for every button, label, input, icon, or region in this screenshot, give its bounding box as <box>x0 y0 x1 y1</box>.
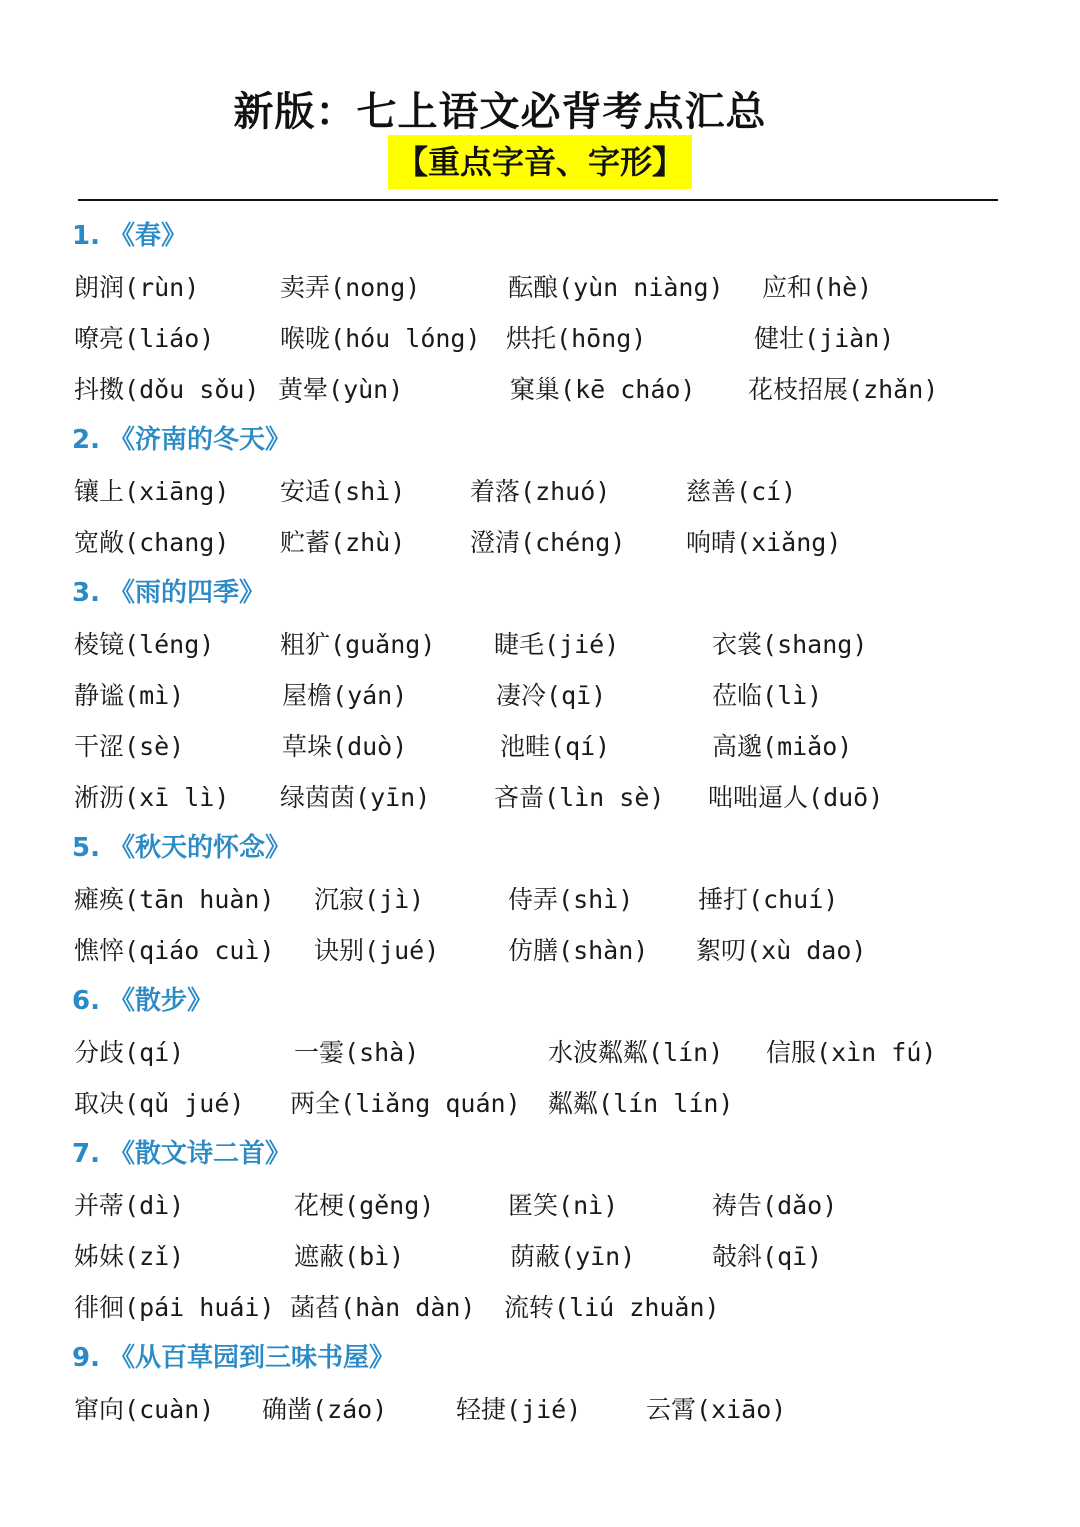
vocab-item <box>290 1079 521 1129</box>
vocab-item <box>508 926 648 976</box>
vocab-item <box>698 875 838 925</box>
vocab-word: 凄冷 <box>496 681 547 710</box>
vocab-pinyin: (zǐ) <box>124 1242 185 1271</box>
vocab-item <box>278 365 403 415</box>
vocab-word: 宽敞 <box>74 528 125 557</box>
vocab-word: 信服 <box>766 1038 817 1067</box>
vocab-row <box>72 518 1032 569</box>
vocab-item <box>494 773 664 823</box>
vocab-item <box>282 722 407 772</box>
vocab-word: 烘托 <box>506 324 557 353</box>
vocab-word: 攲斜 <box>712 1242 763 1271</box>
vocab-item <box>280 620 435 670</box>
vocab-item <box>262 1385 387 1435</box>
vocab-word: 黄晕 <box>278 375 329 404</box>
vocab-word: 分歧 <box>74 1038 125 1067</box>
vocab-item <box>748 365 938 415</box>
vocab-word: 絮叨 <box>696 936 747 965</box>
section-title: 9. 《从百草园到三味书屋》 <box>72 1343 396 1373</box>
vocab-word: 贮蓄 <box>280 528 331 557</box>
vocab-item <box>290 1283 475 1333</box>
vocab-item <box>712 722 852 772</box>
vocab-item <box>696 926 866 976</box>
vocab-row <box>72 1079 1032 1130</box>
vocab-word: 吝啬 <box>494 783 545 812</box>
vocab-row <box>72 263 1032 314</box>
vocab-row <box>72 1283 1032 1334</box>
vocab-row <box>72 467 1032 518</box>
vocab-item <box>74 1283 275 1333</box>
vocab-pinyin: (sè) <box>124 732 185 761</box>
vocab-pinyin: (hàn dàn) <box>340 1293 476 1322</box>
vocab-word: 抖擞 <box>74 375 125 404</box>
vocab-list <box>72 212 1032 1436</box>
vocab-pinyin: (zhuó) <box>520 477 611 506</box>
vocab-word: 沉寂 <box>314 885 365 914</box>
vocab-item <box>712 671 822 721</box>
vocab-word: 慈善 <box>686 477 737 506</box>
vocab-item <box>74 1232 184 1282</box>
vocab-word: 咄咄逼人 <box>708 783 809 812</box>
vocab-item <box>294 1232 404 1282</box>
vocab-pinyin: (shang) <box>762 630 868 659</box>
vocab-word: 镶上 <box>74 477 125 506</box>
vocab-item <box>712 620 867 670</box>
vocab-pinyin: (shì) <box>330 477 406 506</box>
vocab-pinyin: (lín) <box>648 1038 724 1067</box>
vocab-word: 并蒂 <box>74 1191 125 1220</box>
subtitle-wrap <box>0 135 1080 189</box>
vocab-word: 诀别 <box>314 936 365 965</box>
vocab-item <box>74 314 214 364</box>
vocab-pinyin: (yīn) <box>560 1242 636 1271</box>
section-title: 7. 《散文诗二首》 <box>72 1139 292 1169</box>
vocab-item <box>74 1079 244 1129</box>
vocab-item <box>294 1181 434 1231</box>
vocab-item <box>508 1181 618 1231</box>
vocab-pinyin: (liú zhuǎn) <box>554 1293 720 1322</box>
vocab-pinyin: (qí) <box>550 732 611 761</box>
vocab-item <box>686 518 841 568</box>
vocab-word: 花梗 <box>294 1191 345 1220</box>
vocab-row <box>72 1181 1032 1232</box>
vocab-row <box>72 365 1032 416</box>
vocab-word: 流转 <box>504 1293 555 1322</box>
vocab-item <box>646 1385 786 1435</box>
vocab-word: 窠巢 <box>510 375 561 404</box>
vocab-item <box>708 773 883 823</box>
vocab-word: 嘹亮 <box>74 324 125 353</box>
vocab-pinyin: (qī) <box>546 681 607 710</box>
vocab-item <box>280 314 481 364</box>
vocab-pinyin: (lìn sè) <box>544 783 665 812</box>
vocab-item <box>686 467 796 517</box>
vocab-pinyin: (xiāo) <box>696 1395 787 1424</box>
page-title: 新版：七上语文必背考点汇总 <box>233 89 767 135</box>
vocab-pinyin: (qí) <box>124 1038 185 1067</box>
vocab-row <box>72 926 1032 977</box>
vocab-item <box>74 773 229 823</box>
vocab-item <box>506 314 646 364</box>
vocab-pinyin: (dǎo) <box>762 1191 838 1220</box>
vocab-pinyin: (shà) <box>344 1038 420 1067</box>
vocab-item <box>74 1385 214 1435</box>
vocab-word: 两全 <box>290 1089 341 1118</box>
vocab-word: 卖弄 <box>280 273 331 302</box>
vocab-pinyin: (tān huàn) <box>124 885 275 914</box>
vocab-item <box>314 926 439 976</box>
vocab-word: 侍弄 <box>508 885 559 914</box>
vocab-item <box>470 518 625 568</box>
vocab-word: 澄清 <box>470 528 521 557</box>
vocab-item <box>548 1079 733 1129</box>
vocab-word: 窜向 <box>74 1395 125 1424</box>
vocab-pinyin: (yīn) <box>355 783 431 812</box>
vocab-pinyin: (yùn) <box>328 375 404 404</box>
vocab-pinyin: (chang) <box>124 528 230 557</box>
section-title: 2. 《济南的冬天》 <box>72 425 292 455</box>
vocab-pinyin: (xìn fú) <box>816 1038 937 1067</box>
vocab-pinyin: (jué) <box>364 936 440 965</box>
vocab-word: 花枝招展 <box>748 375 849 404</box>
vocab-row <box>72 314 1032 365</box>
vocab-row <box>72 773 1032 824</box>
vocab-item <box>510 1232 635 1282</box>
vocab-word: 云霄 <box>646 1395 697 1424</box>
vocab-word: 屋檐 <box>282 681 333 710</box>
title-divider <box>78 199 998 201</box>
vocab-pinyin: (miǎo) <box>762 732 853 761</box>
vocab-word: 应和 <box>762 273 813 302</box>
vocab-item <box>280 518 405 568</box>
vocab-item <box>74 671 184 721</box>
vocab-item <box>74 263 199 313</box>
vocab-item <box>470 467 610 517</box>
vocab-word: 匿笑 <box>508 1191 559 1220</box>
vocab-item <box>712 1181 837 1231</box>
vocab-item <box>74 926 275 976</box>
vocab-word: 池畦 <box>500 732 551 761</box>
vocab-pinyin: (liǎng quán) <box>340 1089 521 1118</box>
vocab-pinyin: (nong) <box>330 273 421 302</box>
vocab-pinyin: (shì) <box>558 885 634 914</box>
vocab-item <box>508 263 724 313</box>
vocab-word: 衣裳 <box>712 630 763 659</box>
vocab-word: 姊妹 <box>74 1242 125 1271</box>
vocab-pinyin: (qī) <box>762 1242 823 1271</box>
vocab-pinyin: (léng) <box>124 630 215 659</box>
vocab-row <box>72 722 1032 773</box>
vocab-pinyin: (duō) <box>808 783 884 812</box>
vocab-pinyin: (dì) <box>124 1191 185 1220</box>
vocab-word: 安适 <box>280 477 331 506</box>
vocab-word: 憔悴 <box>74 936 125 965</box>
vocab-word: 祷告 <box>712 1191 763 1220</box>
vocab-word: 高邈 <box>712 732 763 761</box>
vocab-word: 粗犷 <box>280 630 331 659</box>
vocab-item <box>74 1028 184 1078</box>
vocab-item <box>762 263 872 313</box>
vocab-word: 遮蔽 <box>294 1242 345 1271</box>
vocab-item <box>754 314 894 364</box>
vocab-row <box>72 875 1032 926</box>
vocab-word: 轻捷 <box>456 1395 507 1424</box>
vocab-pinyin: (yùn niàng) <box>558 273 724 302</box>
vocab-pinyin: (hè) <box>812 273 873 302</box>
vocab-pinyin: (chuí) <box>748 885 839 914</box>
vocab-item <box>494 620 619 670</box>
page-subtitle: 【重点字音、字形】 <box>388 135 692 189</box>
vocab-word: 确凿 <box>262 1395 313 1424</box>
vocab-row <box>72 1028 1032 1079</box>
vocab-word: 健壮 <box>754 324 805 353</box>
vocab-pinyin: (xù dao) <box>746 936 867 965</box>
vocab-word: 淅沥 <box>74 783 125 812</box>
vocab-word: 睫毛 <box>494 630 545 659</box>
vocab-item <box>294 1028 419 1078</box>
vocab-pinyin: (dǒu sǒu) <box>124 375 260 404</box>
section-title: 6. 《散步》 <box>72 986 214 1016</box>
vocab-item <box>766 1028 936 1078</box>
vocab-item <box>74 518 229 568</box>
vocab-item <box>74 620 214 670</box>
vocab-item <box>74 722 184 772</box>
section-title: 1. 《春》 <box>72 221 188 251</box>
vocab-item <box>280 263 420 313</box>
vocab-item <box>282 671 407 721</box>
vocab-item <box>74 467 229 517</box>
vocab-pinyin: (xiāng) <box>124 477 230 506</box>
vocab-row <box>72 620 1032 671</box>
vocab-pinyin: (mì) <box>124 681 185 710</box>
vocab-pinyin: (guǎng) <box>330 630 436 659</box>
vocab-pinyin: (jì) <box>364 885 425 914</box>
vocab-word: 一霎 <box>294 1038 345 1067</box>
vocab-word: 取决 <box>74 1089 125 1118</box>
vocab-pinyin: (chéng) <box>520 528 626 557</box>
vocab-pinyin: (lín lín) <box>598 1089 734 1118</box>
vocab-pinyin: (yán) <box>332 681 408 710</box>
vocab-word: 喉咙 <box>280 324 331 353</box>
vocab-word: 静谧 <box>74 681 125 710</box>
vocab-word: 棱镜 <box>74 630 125 659</box>
vocab-word: 粼粼 <box>548 1089 599 1118</box>
vocab-item <box>74 1181 184 1231</box>
vocab-word: 响晴 <box>686 528 737 557</box>
vocab-word: 菡萏 <box>290 1293 341 1322</box>
vocab-pinyin: (qǔ jué) <box>124 1089 245 1118</box>
vocab-item <box>504 1283 720 1333</box>
vocab-pinyin: (zhǎn) <box>848 375 939 404</box>
vocab-word: 朗润 <box>74 273 125 302</box>
vocab-pinyin: (rùn) <box>124 273 200 302</box>
vocab-pinyin: (gěng) <box>344 1191 435 1220</box>
vocab-item <box>712 1232 822 1282</box>
vocab-word: 仿膳 <box>508 936 559 965</box>
vocab-word: 着落 <box>470 477 521 506</box>
vocab-pinyin: (kē cháo) <box>560 375 696 404</box>
vocab-pinyin: (hóu lóng) <box>330 324 481 353</box>
vocab-row <box>72 1385 1032 1436</box>
vocab-pinyin: (zhù) <box>330 528 406 557</box>
vocab-pinyin: (xiǎng) <box>736 528 842 557</box>
vocab-pinyin: (pái huái) <box>124 1293 275 1322</box>
vocab-item <box>280 467 405 517</box>
vocab-row <box>72 1232 1032 1283</box>
vocab-item <box>548 1028 723 1078</box>
vocab-pinyin: (cuàn) <box>124 1395 215 1424</box>
vocab-item <box>314 875 424 925</box>
vocab-pinyin: (liáo) <box>124 324 215 353</box>
vocab-pinyin: (duò) <box>332 732 408 761</box>
vocab-item <box>496 671 606 721</box>
vocab-pinyin: (cí) <box>736 477 797 506</box>
vocab-word: 捶打 <box>698 885 749 914</box>
vocab-pinyin: (qiáo cuì) <box>124 936 275 965</box>
section-title: 5. 《秋天的怀念》 <box>72 833 292 863</box>
vocab-word: 荫蔽 <box>510 1242 561 1271</box>
vocab-pinyin: (bì) <box>344 1242 405 1271</box>
section-title: 3. 《雨的四季》 <box>72 578 266 608</box>
vocab-word: 徘徊 <box>74 1293 125 1322</box>
vocab-pinyin: (shàn) <box>558 936 649 965</box>
vocab-pinyin: (lì) <box>762 681 823 710</box>
vocab-item <box>74 875 275 925</box>
vocab-item <box>500 722 610 772</box>
vocab-row <box>72 671 1032 722</box>
vocab-pinyin: (xī lì) <box>124 783 230 812</box>
vocab-item <box>74 365 259 415</box>
vocab-word: 草垛 <box>282 732 333 761</box>
vocab-pinyin: (nì) <box>558 1191 619 1220</box>
vocab-item <box>510 365 695 415</box>
vocab-word: 干涩 <box>74 732 125 761</box>
vocab-word: 瘫痪 <box>74 885 125 914</box>
vocab-pinyin: (hōng) <box>556 324 647 353</box>
vocab-pinyin: (jiàn) <box>804 324 895 353</box>
vocab-item <box>280 773 430 823</box>
vocab-pinyin: (jié) <box>506 1395 582 1424</box>
vocab-item <box>508 875 633 925</box>
vocab-word: 酝酿 <box>508 273 559 302</box>
vocab-item <box>456 1385 581 1435</box>
vocab-pinyin: (záo) <box>312 1395 388 1424</box>
vocab-pinyin: (jié) <box>544 630 620 659</box>
vocab-word: 水波粼粼 <box>548 1038 649 1067</box>
vocab-word: 莅临 <box>712 681 763 710</box>
vocab-word: 绿茵茵 <box>280 783 356 812</box>
